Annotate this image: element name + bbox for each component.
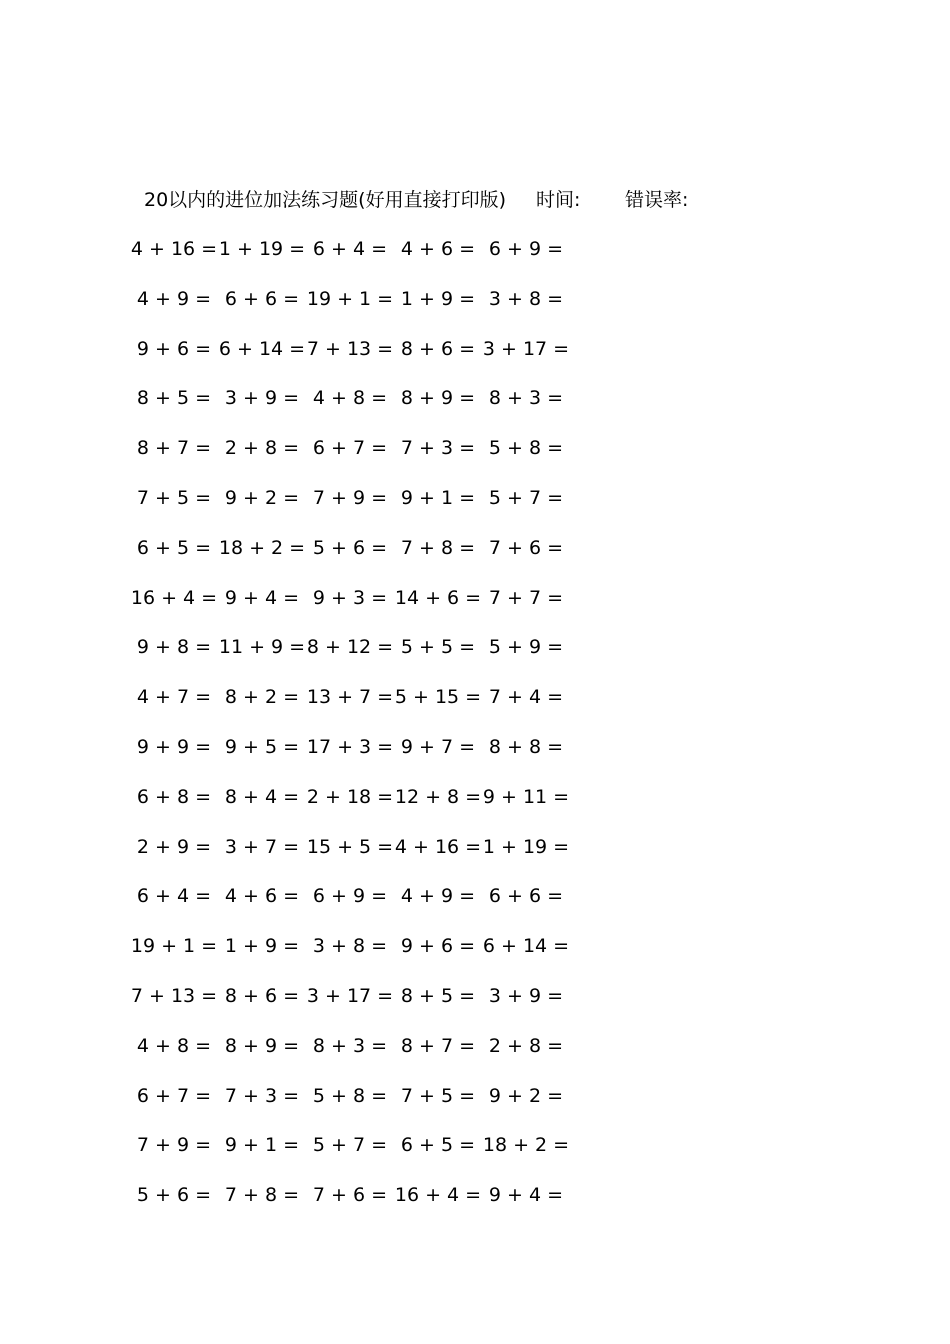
addition-problem: 8 + 9 =	[400, 387, 476, 410]
problem-row	[130, 731, 600, 781]
addition-problem: 8 + 8 =	[488, 735, 564, 758]
problem-row	[130, 1030, 600, 1080]
addition-problem: 6 + 5 =	[136, 536, 212, 559]
addition-problem: 8 + 7 =	[400, 1034, 476, 1057]
addition-problem: 6 + 14 =	[218, 337, 306, 360]
problem-row	[130, 532, 600, 582]
addition-problem: 2 + 8 =	[488, 1034, 564, 1057]
addition-problem: 8 + 6 =	[400, 337, 476, 360]
problem-row	[130, 930, 600, 980]
addition-problem: 7 + 8 =	[400, 536, 476, 559]
addition-problem: 7 + 5 =	[400, 1084, 476, 1107]
addition-problem: 6 + 4 =	[136, 885, 212, 908]
addition-problem: 13 + 7 =	[306, 686, 394, 709]
addition-problem: 5 + 5 =	[400, 636, 476, 659]
addition-problem: 6 + 7 =	[136, 1084, 212, 1107]
problem-grid	[130, 233, 600, 1229]
addition-problem: 7 + 9 =	[136, 1134, 212, 1157]
time-label: 时间:	[536, 189, 581, 211]
addition-problem: 3 + 9 =	[488, 984, 564, 1007]
problem-row	[130, 482, 600, 532]
addition-problem: 1 + 19 =	[482, 835, 570, 858]
addition-problem: 4 + 16 =	[394, 835, 482, 858]
addition-problem: 9 + 6 =	[400, 935, 476, 958]
addition-problem: 12 + 8 =	[394, 785, 482, 808]
addition-problem: 7 + 13 =	[306, 337, 394, 360]
addition-problem: 9 + 4 =	[224, 586, 300, 609]
addition-problem: 5 + 6 =	[136, 1184, 212, 1207]
addition-problem: 5 + 8 =	[488, 437, 564, 460]
addition-problem: 7 + 3 =	[400, 437, 476, 460]
addition-problem: 8 + 4 =	[224, 785, 300, 808]
addition-problem: 7 + 3 =	[224, 1084, 300, 1107]
error-rate-label: 错误率:	[625, 189, 689, 211]
addition-problem: 3 + 17 =	[306, 984, 394, 1007]
addition-problem: 2 + 18 =	[306, 785, 394, 808]
addition-problem: 1 + 9 =	[400, 287, 476, 310]
addition-problem: 5 + 9 =	[488, 636, 564, 659]
addition-problem: 18 + 2 =	[218, 536, 306, 559]
addition-problem: 6 + 9 =	[488, 238, 564, 260]
addition-problem: 3 + 8 =	[312, 935, 388, 958]
addition-problem: 4 + 7 =	[136, 686, 212, 709]
addition-problem: 8 + 6 =	[224, 984, 300, 1007]
addition-problem: 5 + 7 =	[488, 486, 564, 509]
problem-row	[130, 1129, 600, 1179]
addition-problem: 4 + 9 =	[136, 287, 212, 310]
addition-problem: 1 + 19 =	[218, 238, 306, 260]
addition-problem: 8 + 7 =	[136, 437, 212, 460]
addition-problem: 9 + 8 =	[136, 636, 212, 659]
addition-problem: 11 + 9 =	[218, 636, 306, 659]
addition-problem: 7 + 5 =	[136, 486, 212, 509]
addition-problem: 3 + 7 =	[224, 835, 300, 858]
addition-problem: 4 + 6 =	[224, 885, 300, 908]
addition-problem: 2 + 9 =	[136, 835, 212, 858]
addition-problem: 8 + 12 =	[306, 636, 394, 659]
problem-row	[130, 432, 600, 482]
addition-problem: 6 + 4 =	[312, 238, 388, 260]
addition-problem: 7 + 13 =	[130, 984, 218, 1007]
problem-row	[130, 781, 600, 831]
addition-problem: 9 + 3 =	[312, 586, 388, 609]
addition-problem: 3 + 9 =	[224, 387, 300, 410]
addition-problem: 5 + 15 =	[394, 686, 482, 709]
addition-problem: 6 + 7 =	[312, 437, 388, 460]
problem-row	[130, 1179, 600, 1229]
addition-problem: 3 + 17 =	[482, 337, 570, 360]
problem-row	[130, 283, 600, 333]
problem-row	[130, 631, 600, 681]
problem-row	[130, 831, 600, 881]
addition-problem: 6 + 5 =	[400, 1134, 476, 1157]
problem-row	[130, 980, 600, 1030]
addition-problem: 2 + 8 =	[224, 437, 300, 460]
addition-problem: 7 + 9 =	[312, 486, 388, 509]
addition-problem: 8 + 5 =	[400, 984, 476, 1007]
addition-problem: 6 + 14 =	[482, 935, 570, 958]
addition-problem: 6 + 9 =	[312, 885, 388, 908]
addition-problem: 14 + 6 =	[394, 586, 482, 609]
addition-problem: 4 + 16 =	[130, 238, 218, 260]
addition-problem: 9 + 6 =	[136, 337, 212, 360]
addition-problem: 5 + 6 =	[312, 536, 388, 559]
addition-problem: 1 + 9 =	[224, 935, 300, 958]
addition-problem: 9 + 2 =	[224, 486, 300, 509]
addition-problem: 9 + 1 =	[400, 486, 476, 509]
problem-row	[130, 333, 600, 383]
addition-problem: 4 + 8 =	[136, 1034, 212, 1057]
addition-problem: 9 + 9 =	[136, 735, 212, 758]
addition-problem: 4 + 6 =	[400, 238, 476, 260]
addition-problem: 19 + 1 =	[130, 935, 218, 958]
addition-problem: 9 + 1 =	[224, 1134, 300, 1157]
addition-problem: 16 + 4 =	[130, 586, 218, 609]
addition-problem: 6 + 6 =	[488, 885, 564, 908]
addition-problem: 3 + 8 =	[488, 287, 564, 310]
addition-problem: 19 + 1 =	[306, 287, 394, 310]
addition-problem: 7 + 6 =	[488, 536, 564, 559]
addition-problem: 7 + 6 =	[312, 1184, 388, 1207]
addition-problem: 7 + 7 =	[488, 586, 564, 609]
addition-problem: 9 + 7 =	[400, 735, 476, 758]
worksheet-header	[144, 186, 689, 214]
problem-row	[130, 681, 600, 731]
addition-problem: 9 + 5 =	[224, 735, 300, 758]
addition-problem: 5 + 7 =	[312, 1134, 388, 1157]
addition-problem: 9 + 2 =	[488, 1084, 564, 1107]
problem-row	[130, 233, 600, 283]
addition-problem: 18 + 2 =	[482, 1134, 570, 1157]
addition-problem: 8 + 3 =	[488, 387, 564, 410]
worksheet-title: 20以内的进位加法练习题(好用直接打印版)	[144, 189, 507, 211]
addition-problem: 15 + 5 =	[306, 835, 394, 858]
problem-row	[130, 880, 600, 930]
addition-problem: 6 + 6 =	[224, 287, 300, 310]
addition-problem: 16 + 4 =	[394, 1184, 482, 1207]
addition-problem: 9 + 11 =	[482, 785, 570, 808]
addition-problem: 7 + 8 =	[224, 1184, 300, 1207]
addition-problem: 8 + 9 =	[224, 1034, 300, 1057]
addition-problem: 8 + 3 =	[312, 1034, 388, 1057]
addition-problem: 4 + 9 =	[400, 885, 476, 908]
addition-problem: 8 + 2 =	[224, 686, 300, 709]
addition-problem: 5 + 8 =	[312, 1084, 388, 1107]
problem-row	[130, 382, 600, 432]
addition-problem: 4 + 8 =	[312, 387, 388, 410]
addition-problem: 9 + 4 =	[488, 1184, 564, 1207]
addition-problem: 17 + 3 =	[306, 735, 394, 758]
addition-problem: 7 + 4 =	[488, 686, 564, 709]
addition-problem: 8 + 5 =	[136, 387, 212, 410]
addition-problem: 6 + 8 =	[136, 785, 212, 808]
problem-row	[130, 1080, 600, 1130]
problem-row	[130, 582, 600, 632]
